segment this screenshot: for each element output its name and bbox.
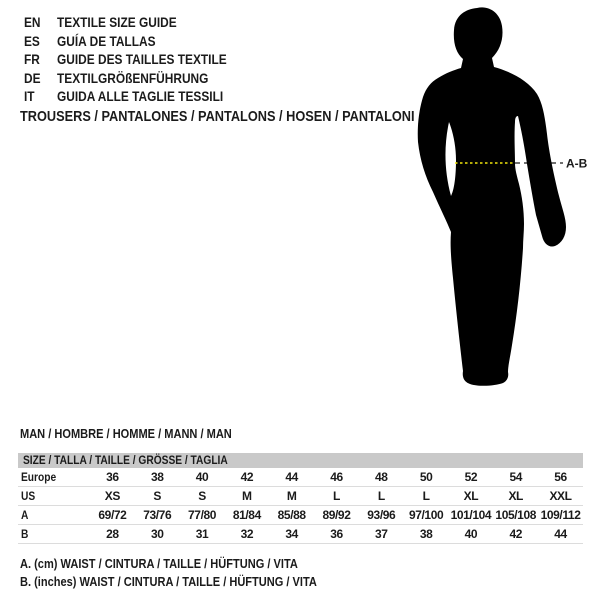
table-cell: 42 — [509, 527, 522, 541]
table-cell: 93/96 — [367, 508, 396, 522]
row-label: A — [21, 508, 29, 522]
table-cell: S — [153, 489, 162, 503]
table-cell: 85/88 — [277, 508, 306, 522]
table-cell: 89/92 — [322, 508, 351, 522]
lang-row-it — [24, 87, 257, 106]
table-cell: M — [286, 489, 297, 503]
lang-row-de — [24, 69, 257, 88]
language-list — [24, 13, 257, 106]
table-cell: 81/84 — [232, 508, 261, 522]
row-label: US — [21, 489, 36, 503]
table-row-a-cm — [18, 506, 583, 525]
table-cell: L — [333, 489, 340, 503]
man-silhouette-svg — [415, 0, 595, 392]
lang-label: GUIDE DES TAILLES TEXTILE — [57, 51, 227, 68]
table-cell: XL — [463, 489, 479, 503]
table-row-b-inches — [18, 525, 583, 544]
man-silhouette-figure — [415, 0, 595, 392]
lang-row-es — [24, 32, 257, 51]
table-cell: 44 — [285, 470, 298, 484]
lang-row-en — [24, 13, 257, 32]
table-cell: 38 — [150, 470, 164, 484]
man-silhouette — [418, 7, 566, 385]
section-title-man: MAN / HOMBRE / HOMME / MANN / MAN — [20, 426, 232, 441]
lang-row-fr — [24, 50, 257, 69]
table-cell: 56 — [554, 470, 567, 484]
lang-code: IT — [24, 88, 35, 105]
table-cell: 44 — [554, 527, 567, 541]
lang-label: TEXTILE SIZE GUIDE — [57, 14, 177, 30]
table-cell: 32 — [240, 527, 254, 541]
table-cell: 37 — [375, 527, 388, 541]
note-b: B. (inches) WAIST / CINTURA / TAILLE / HÜFTUNG / VITA — [20, 573, 317, 589]
table-cell: S — [198, 489, 206, 503]
table-cell: 30 — [150, 527, 164, 541]
lang-code: FR — [24, 51, 40, 68]
table-cell: 101/104 — [450, 508, 492, 522]
table-cell: 40 — [195, 470, 209, 484]
table-cell: 28 — [106, 527, 119, 541]
size-table-header: SIZE / TALLA / TAILLE / GRÖSSE / TAGLIA — [18, 453, 583, 468]
lang-label: GUÍA DE TALLAS — [57, 32, 156, 49]
table-cell: 52 — [464, 470, 478, 484]
table-cell: L — [377, 489, 385, 503]
table-cell: 42 — [240, 470, 254, 484]
table-cell: XL — [508, 489, 523, 503]
size-table — [18, 453, 583, 544]
row-label: B — [21, 527, 29, 541]
measure-label: A-B — [566, 156, 588, 171]
table-cell: XXL — [549, 489, 572, 503]
category-title: TROUSERS / PANTALONES / PANTALONS / HOSEN / PANTALONI — [20, 108, 415, 125]
table-cell: 36 — [330, 527, 343, 541]
table-cell: 34 — [285, 527, 298, 541]
table-cell: 54 — [509, 470, 522, 484]
table-cell: 48 — [375, 470, 388, 484]
table-cell: 77/80 — [188, 508, 217, 522]
table-cell: 50 — [419, 470, 433, 484]
lang-label: GUIDA ALLE TAGLIE TESSILI — [57, 88, 224, 105]
table-cell: 38 — [419, 527, 433, 541]
table-cell: 46 — [330, 470, 343, 484]
table-cell: 109/112 — [540, 508, 581, 522]
table-cell: 31 — [195, 527, 209, 541]
table-row-europe — [18, 468, 583, 487]
table-cell: 105/108 — [495, 508, 536, 522]
table-cell: M — [242, 489, 252, 503]
table-cell: 73/76 — [143, 508, 172, 522]
row-label: Europe — [21, 470, 57, 484]
lang-code: EN — [24, 14, 41, 30]
table-cell: L — [422, 489, 430, 503]
lang-code: DE — [24, 69, 41, 86]
table-cell: 40 — [464, 527, 478, 541]
table-cell: 36 — [106, 470, 119, 484]
lang-code: ES — [24, 32, 40, 49]
lang-label: TEXTILGRÖßENFÜHRUNG — [57, 69, 209, 86]
note-a: A. (cm) WAIST / CINTURA / TAILLE / HÜFTUNG / VITA — [20, 556, 298, 571]
measurement-notes — [20, 555, 369, 590]
table-row-us — [18, 487, 583, 506]
table-cell: 97/100 — [408, 508, 444, 522]
table-cell: 69/72 — [98, 508, 127, 522]
table-cell: XS — [104, 489, 121, 503]
